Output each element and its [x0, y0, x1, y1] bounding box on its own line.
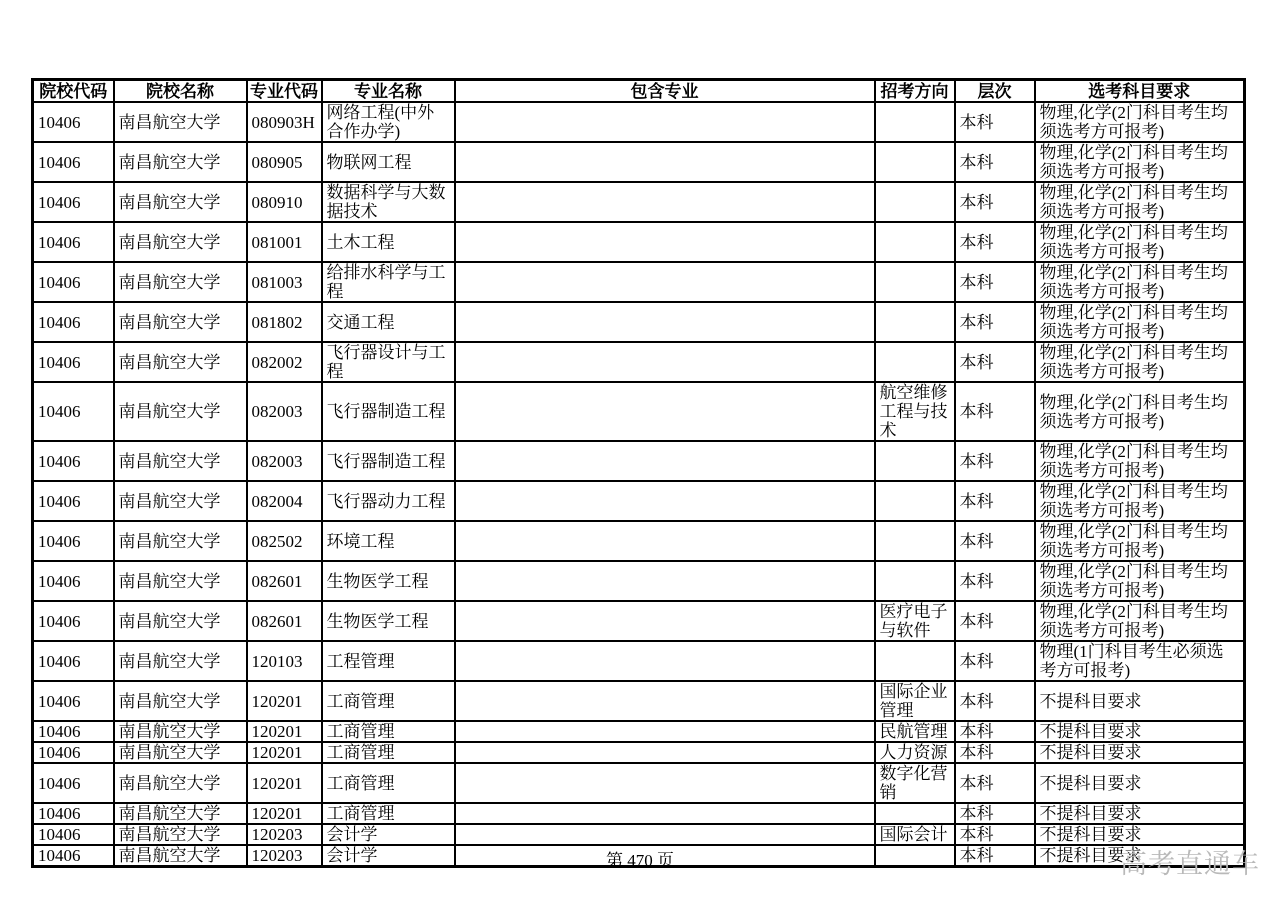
- cell-direction: [875, 441, 955, 481]
- cell-institution-code: 10406: [33, 342, 114, 382]
- cell-institution-code: 10406: [33, 681, 114, 721]
- cell-included-majors: [455, 641, 875, 681]
- cell-institution-name: 南昌航空大学: [114, 601, 247, 641]
- cell-major-name: 给排水科学与工程: [322, 262, 455, 302]
- cell-major-code: 081001: [247, 222, 322, 262]
- table-row: [33, 182, 1245, 222]
- cell-level: 本科: [955, 681, 1035, 721]
- cell-direction: 航空维修工程与技术: [875, 382, 955, 441]
- cell-direction: [875, 102, 955, 142]
- cell-major-name: 生物医学工程: [322, 561, 455, 601]
- cell-level: 本科: [955, 742, 1035, 763]
- cell-major-code: 082002: [247, 342, 322, 382]
- cell-level: 本科: [955, 845, 1035, 867]
- cell-direction: 国际会计: [875, 824, 955, 845]
- cell-institution-code: 10406: [33, 382, 114, 441]
- col-header-major-name: 专业名称: [322, 80, 455, 103]
- cell-level: 本科: [955, 601, 1035, 641]
- cell-included-majors: [455, 601, 875, 641]
- cell-institution-name: 南昌航空大学: [114, 641, 247, 681]
- cell-major-code: 081003: [247, 262, 322, 302]
- cell-direction: 医疗电子与软件: [875, 601, 955, 641]
- cell-direction: 人力资源: [875, 742, 955, 763]
- cell-included-majors: [455, 262, 875, 302]
- cell-level: 本科: [955, 481, 1035, 521]
- cell-major-name: 飞行器制造工程: [322, 382, 455, 441]
- cell-institution-code: 10406: [33, 142, 114, 182]
- cell-institution-name: 南昌航空大学: [114, 342, 247, 382]
- cell-level: 本科: [955, 824, 1035, 845]
- cell-included-majors: [455, 721, 875, 742]
- cell-level: 本科: [955, 763, 1035, 803]
- cell-major-name: 环境工程: [322, 521, 455, 561]
- table-row: [33, 222, 1245, 262]
- cell-level: 本科: [955, 342, 1035, 382]
- cell-major-code: 120201: [247, 681, 322, 721]
- cell-institution-code: 10406: [33, 824, 114, 845]
- cell-level: 本科: [955, 803, 1035, 824]
- table-row: [33, 601, 1245, 641]
- cell-major-name: 会计学: [322, 824, 455, 845]
- cell-major-name: 工商管理: [322, 763, 455, 803]
- cell-included-majors: [455, 481, 875, 521]
- cell-major-name: 工商管理: [322, 803, 455, 824]
- cell-level: 本科: [955, 721, 1035, 742]
- cell-institution-code: 10406: [33, 763, 114, 803]
- col-header-major-code: 专业代码: [247, 80, 322, 103]
- cell-major-code: 120201: [247, 803, 322, 824]
- cell-institution-name: 南昌航空大学: [114, 763, 247, 803]
- cell-major-code: 082601: [247, 561, 322, 601]
- table-row: [33, 763, 1245, 803]
- table-row: [33, 142, 1245, 182]
- cell-level: 本科: [955, 641, 1035, 681]
- cell-major-name: 会计学: [322, 845, 455, 867]
- cell-level: 本科: [955, 182, 1035, 222]
- cell-institution-name: 南昌航空大学: [114, 721, 247, 742]
- cell-major-code: 082004: [247, 481, 322, 521]
- cell-major-name: 生物医学工程: [322, 601, 455, 641]
- cell-subject-requirement: 物理(1门科目考生必须选考方可报考): [1035, 641, 1245, 681]
- cell-direction: [875, 481, 955, 521]
- cell-level: 本科: [955, 222, 1035, 262]
- table-row: [33, 342, 1245, 382]
- cell-included-majors: [455, 142, 875, 182]
- cell-institution-name: 南昌航空大学: [114, 824, 247, 845]
- cell-direction: [875, 222, 955, 262]
- col-header-level: 层次: [955, 80, 1035, 103]
- cell-subject-requirement: 物理,化学(2门科目考生均须选考方可报考): [1035, 382, 1245, 441]
- cell-direction: [875, 262, 955, 302]
- table-row: [33, 561, 1245, 601]
- cell-institution-code: 10406: [33, 845, 114, 867]
- cell-included-majors: [455, 441, 875, 481]
- cell-direction: [875, 142, 955, 182]
- cell-subject-requirement: 物理,化学(2门科目考生均须选考方可报考): [1035, 302, 1245, 342]
- table-row: [33, 262, 1245, 302]
- cell-direction: [875, 342, 955, 382]
- cell-institution-name: 南昌航空大学: [114, 521, 247, 561]
- cell-major-name: 飞行器设计与工程: [322, 342, 455, 382]
- cell-major-name: 飞行器制造工程: [322, 441, 455, 481]
- cell-direction: [875, 641, 955, 681]
- cell-subject-requirement: 不提科目要求: [1035, 763, 1245, 803]
- table-row: [33, 641, 1245, 681]
- cell-included-majors: [455, 681, 875, 721]
- cell-direction: 民航管理: [875, 721, 955, 742]
- cell-included-majors: [455, 824, 875, 845]
- cell-major-code: 082601: [247, 601, 322, 641]
- cell-institution-code: 10406: [33, 102, 114, 142]
- cell-major-name: 网络工程(中外合作办学): [322, 102, 455, 142]
- cell-included-majors: [455, 222, 875, 262]
- cell-institution-name: 南昌航空大学: [114, 742, 247, 763]
- table-row: [33, 742, 1245, 763]
- cell-major-name: 工商管理: [322, 721, 455, 742]
- cell-major-code: 120203: [247, 824, 322, 845]
- cell-level: 本科: [955, 142, 1035, 182]
- cell-level: 本科: [955, 561, 1035, 601]
- cell-direction: [875, 182, 955, 222]
- table-row: [33, 481, 1245, 521]
- cell-subject-requirement: 不提科目要求: [1035, 803, 1245, 824]
- cell-institution-code: 10406: [33, 742, 114, 763]
- table-row: [33, 102, 1245, 142]
- cell-subject-requirement: 物理,化学(2门科目考生均须选考方可报考): [1035, 601, 1245, 641]
- cell-major-name: 工商管理: [322, 742, 455, 763]
- col-header-direction: 招考方向: [875, 80, 955, 103]
- col-header-institution-code: 院校代码: [33, 80, 114, 103]
- cell-subject-requirement: 不提科目要求: [1035, 681, 1245, 721]
- cell-included-majors: [455, 561, 875, 601]
- cell-included-majors: [455, 763, 875, 803]
- table-row: [33, 441, 1245, 481]
- page-number: 第 470 页: [606, 851, 674, 870]
- cell-subject-requirement: 物理,化学(2门科目考生均须选考方可报考): [1035, 102, 1245, 142]
- cell-major-name: 交通工程: [322, 302, 455, 342]
- col-header-institution-name: 院校名称: [114, 80, 247, 103]
- table-row: [33, 824, 1245, 845]
- cell-major-code: 120201: [247, 721, 322, 742]
- col-header-included-majors: 包含专业: [455, 80, 875, 103]
- cell-subject-requirement: 物理,化学(2门科目考生均须选考方可报考): [1035, 342, 1245, 382]
- cell-level: 本科: [955, 441, 1035, 481]
- cell-level: 本科: [955, 302, 1035, 342]
- cell-subject-requirement: 物理,化学(2门科目考生均须选考方可报考): [1035, 262, 1245, 302]
- cell-subject-requirement: 不提科目要求: [1035, 824, 1245, 845]
- cell-direction: [875, 302, 955, 342]
- cell-major-code: 080903H: [247, 102, 322, 142]
- cell-institution-code: 10406: [33, 222, 114, 262]
- cell-level: 本科: [955, 382, 1035, 441]
- admissions-table: [31, 78, 1246, 868]
- cell-institution-code: 10406: [33, 601, 114, 641]
- cell-direction: [875, 803, 955, 824]
- cell-direction: 数字化营销: [875, 763, 955, 803]
- cell-subject-requirement: 物理,化学(2门科目考生均须选考方可报考): [1035, 521, 1245, 561]
- cell-institution-code: 10406: [33, 561, 114, 601]
- cell-included-majors: [455, 102, 875, 142]
- cell-subject-requirement: 不提科目要求: [1035, 721, 1245, 742]
- cell-institution-name: 南昌航空大学: [114, 302, 247, 342]
- cell-institution-name: 南昌航空大学: [114, 481, 247, 521]
- cell-direction: [875, 521, 955, 561]
- cell-institution-name: 南昌航空大学: [114, 681, 247, 721]
- table-row: [33, 382, 1245, 441]
- cell-direction: [875, 561, 955, 601]
- cell-institution-name: 南昌航空大学: [114, 182, 247, 222]
- cell-institution-code: 10406: [33, 481, 114, 521]
- cell-subject-requirement: 物理,化学(2门科目考生均须选考方可报考): [1035, 481, 1245, 521]
- cell-major-code: 081802: [247, 302, 322, 342]
- cell-major-code: 120103: [247, 641, 322, 681]
- cell-institution-code: 10406: [33, 262, 114, 302]
- cell-subject-requirement: 物理,化学(2门科目考生均须选考方可报考): [1035, 561, 1245, 601]
- cell-institution-code: 10406: [33, 641, 114, 681]
- cell-institution-name: 南昌航空大学: [114, 803, 247, 824]
- cell-institution-name: 南昌航空大学: [114, 102, 247, 142]
- cell-included-majors: [455, 742, 875, 763]
- cell-major-name: 土木工程: [322, 222, 455, 262]
- cell-institution-name: 南昌航空大学: [114, 441, 247, 481]
- cell-institution-code: 10406: [33, 441, 114, 481]
- cell-included-majors: [455, 382, 875, 441]
- cell-level: 本科: [955, 262, 1035, 302]
- cell-major-code: 082003: [247, 382, 322, 441]
- cell-included-majors: [455, 803, 875, 824]
- cell-major-code: 082502: [247, 521, 322, 561]
- cell-level: 本科: [955, 521, 1035, 561]
- cell-subject-requirement: 物理,化学(2门科目考生均须选考方可报考): [1035, 441, 1245, 481]
- table-row: [33, 681, 1245, 721]
- cell-subject-requirement: 物理,化学(2门科目考生均须选考方可报考): [1035, 222, 1245, 262]
- cell-major-code: 120201: [247, 763, 322, 803]
- cell-institution-code: 10406: [33, 302, 114, 342]
- table-row: [33, 302, 1245, 342]
- table-row: [33, 803, 1245, 824]
- table-row: [33, 521, 1245, 561]
- cell-major-name: 工商管理: [322, 681, 455, 721]
- cell-subject-requirement: 物理,化学(2门科目考生均须选考方可报考): [1035, 182, 1245, 222]
- cell-major-code: 120201: [247, 742, 322, 763]
- cell-direction: 国际企业管理: [875, 681, 955, 721]
- col-header-subject-requirement: 选考科目要求: [1035, 80, 1245, 103]
- cell-major-name: 物联网工程: [322, 142, 455, 182]
- cell-included-majors: [455, 302, 875, 342]
- cell-institution-name: 南昌航空大学: [114, 561, 247, 601]
- cell-major-name: 飞行器动力工程: [322, 481, 455, 521]
- cell-major-code: 120203: [247, 845, 322, 867]
- cell-subject-requirement: 不提科目要求: [1035, 742, 1245, 763]
- cell-level: 本科: [955, 102, 1035, 142]
- cell-institution-code: 10406: [33, 182, 114, 222]
- table-row: [33, 721, 1245, 742]
- cell-major-code: 080905: [247, 142, 322, 182]
- cell-major-code: 080910: [247, 182, 322, 222]
- cell-subject-requirement: 物理,化学(2门科目考生均须选考方可报考): [1035, 142, 1245, 182]
- cell-included-majors: [455, 521, 875, 561]
- table-header-row: [33, 80, 1245, 103]
- cell-institution-name: 南昌航空大学: [114, 142, 247, 182]
- cell-included-majors: [455, 182, 875, 222]
- cell-institution-name: 南昌航空大学: [114, 845, 247, 867]
- cell-subject-requirement: 不提科目要求: [1035, 845, 1245, 867]
- cell-major-name: 工程管理: [322, 641, 455, 681]
- cell-institution-name: 南昌航空大学: [114, 382, 247, 441]
- cell-institution-name: 南昌航空大学: [114, 222, 247, 262]
- cell-major-code: 082003: [247, 441, 322, 481]
- cell-major-name: 数据科学与大数据技术: [322, 182, 455, 222]
- cell-institution-name: 南昌航空大学: [114, 262, 247, 302]
- watermark: 高考直通车: [1120, 849, 1260, 879]
- cell-institution-code: 10406: [33, 521, 114, 561]
- cell-institution-code: 10406: [33, 721, 114, 742]
- cell-institution-code: 10406: [33, 803, 114, 824]
- cell-included-majors: [455, 342, 875, 382]
